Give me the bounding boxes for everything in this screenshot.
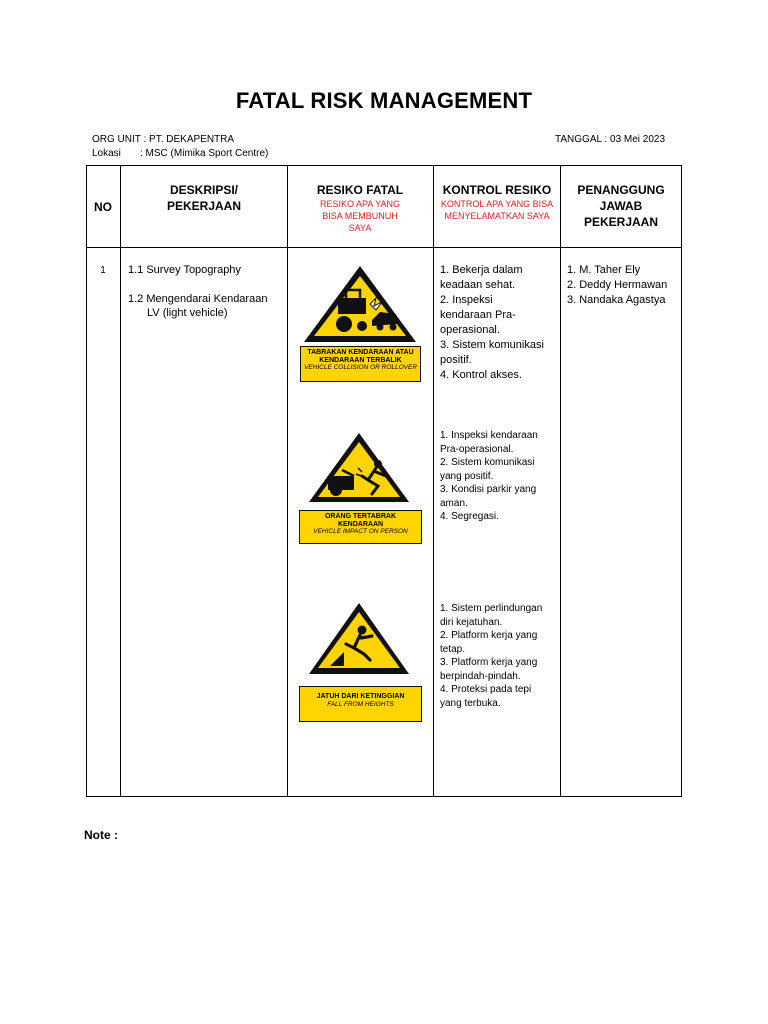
control-line: yang terbuka. (440, 697, 501, 709)
sign-plate-collision (300, 346, 421, 382)
control-line: tetap. (440, 643, 466, 655)
header-deskripsi-line1: DESKRIPSI/ (169, 183, 238, 197)
control-line: 4. Segregasi. (440, 511, 499, 522)
sign-label-id: JATUH DARI KETINGGIAN (316, 693, 405, 700)
column-divider (560, 165, 561, 797)
control-list-3 (440, 602, 558, 710)
vehicle-collision-icon (300, 262, 420, 346)
column-divider (120, 165, 121, 797)
control-line: positif. (440, 354, 472, 366)
control-line: yang positif. (440, 470, 494, 482)
control-line: 4. Kontrol akses. (440, 369, 522, 381)
header-pj-line2: JAWAB (599, 199, 643, 213)
desc-item-1: 1.1 Survey Topography (128, 264, 241, 276)
header-pj-line3: PEKERJAAN (583, 215, 658, 229)
desc-item-2-detail: LV (light vehicle) (147, 307, 228, 319)
header-resiko-title: RESIKO FATAL (316, 183, 404, 197)
control-line: kendaraan Pra- (440, 309, 516, 321)
control-line: 2. Sistem komunikasi (440, 457, 535, 468)
control-line: 3. Platform kerja yang (440, 657, 538, 668)
header-resiko-subtitle: RESIKO APA YANG BISA MEMBUNUH SAYA (319, 199, 401, 233)
desc-item-2: 1.2 Mengendarai Kendaraan (128, 293, 268, 305)
control-line: aman. (440, 497, 468, 509)
header-deskripsi (121, 182, 287, 214)
header-kontrol-subtitle: KONTROL APA YANG BISA MENYELAMATKAN SAYA (440, 199, 554, 221)
header-deskripsi-line2: PEKERJAAN (166, 199, 241, 213)
control-line: 1. Bekerja dalam (440, 264, 523, 276)
org-unit: ORG UNIT : PT. DEKAPENTRA (92, 134, 235, 145)
sign-plate-impact (299, 510, 422, 544)
control-line: 2. Inspeksi (440, 294, 493, 306)
responsible-person: 2. Deddy Hermawan (567, 279, 668, 291)
page-title: FATAL RISK MANAGEMENT (235, 88, 533, 113)
header-no: NO (94, 200, 112, 214)
tanggal: TANGGAL : 03 Mei 2023 (555, 134, 666, 145)
header-kontrol-title: KONTROL RESIKO (442, 183, 552, 197)
vehicle-impact-person-icon (306, 430, 412, 506)
lokasi-label: Lokasi (92, 148, 121, 159)
control-line: Pra-operasional. (440, 443, 514, 455)
control-line: berpindah-pindah. (440, 670, 521, 682)
responsible-person: 3. Nandaka Agastya (567, 294, 666, 306)
control-line: 3. Sistem komunikasi (440, 339, 544, 351)
sign-label-en: VEHICLE COLLISION OR ROLLOVER (303, 364, 418, 371)
row-number: 1 (100, 265, 106, 276)
column-divider (287, 165, 288, 797)
control-line: operasional. (440, 324, 500, 336)
control-list-2 (440, 429, 558, 524)
note-label: Note : (84, 828, 118, 842)
control-list-1 (440, 263, 558, 383)
control-line: 2. Platform kerja yang (440, 630, 538, 641)
responsible-person: 1. M. Taher Ely (567, 264, 641, 276)
header-divider (86, 247, 682, 248)
fall-from-heights-icon (306, 600, 412, 678)
header-resiko (298, 182, 422, 234)
sign-label-id: ORANG TERTABRAK KENDARAAN (324, 513, 397, 528)
column-divider (433, 165, 434, 797)
responsible-list (567, 263, 680, 308)
sign-label-id: TABRAKAN KENDARAAN ATAU KENDARAAN TERBALIK (307, 349, 414, 364)
header-penanggung-jawab (561, 182, 681, 230)
control-line: 4. Proteksi pada tepi (440, 684, 532, 695)
sign-plate-fall (299, 686, 422, 722)
lokasi-value: : MSC (Mimika Sport Centre) (140, 148, 269, 159)
control-line: diri kejatuhan. (440, 616, 503, 628)
header-kontrol (434, 182, 560, 222)
control-line: 1. Sistem perlindungan (440, 603, 543, 614)
sign-label-en: VEHICLE IMPACT ON PERSON (313, 528, 408, 535)
header-pj-line1: PENANGGUNG (577, 183, 665, 197)
control-line: 1. Inspeksi kendaraan (440, 430, 538, 441)
control-line: keadaan sehat. (440, 279, 516, 291)
control-line: 3. Kondisi parkir yang (440, 484, 537, 495)
sign-label-en: FALL FROM HEIGHTS (327, 700, 394, 708)
